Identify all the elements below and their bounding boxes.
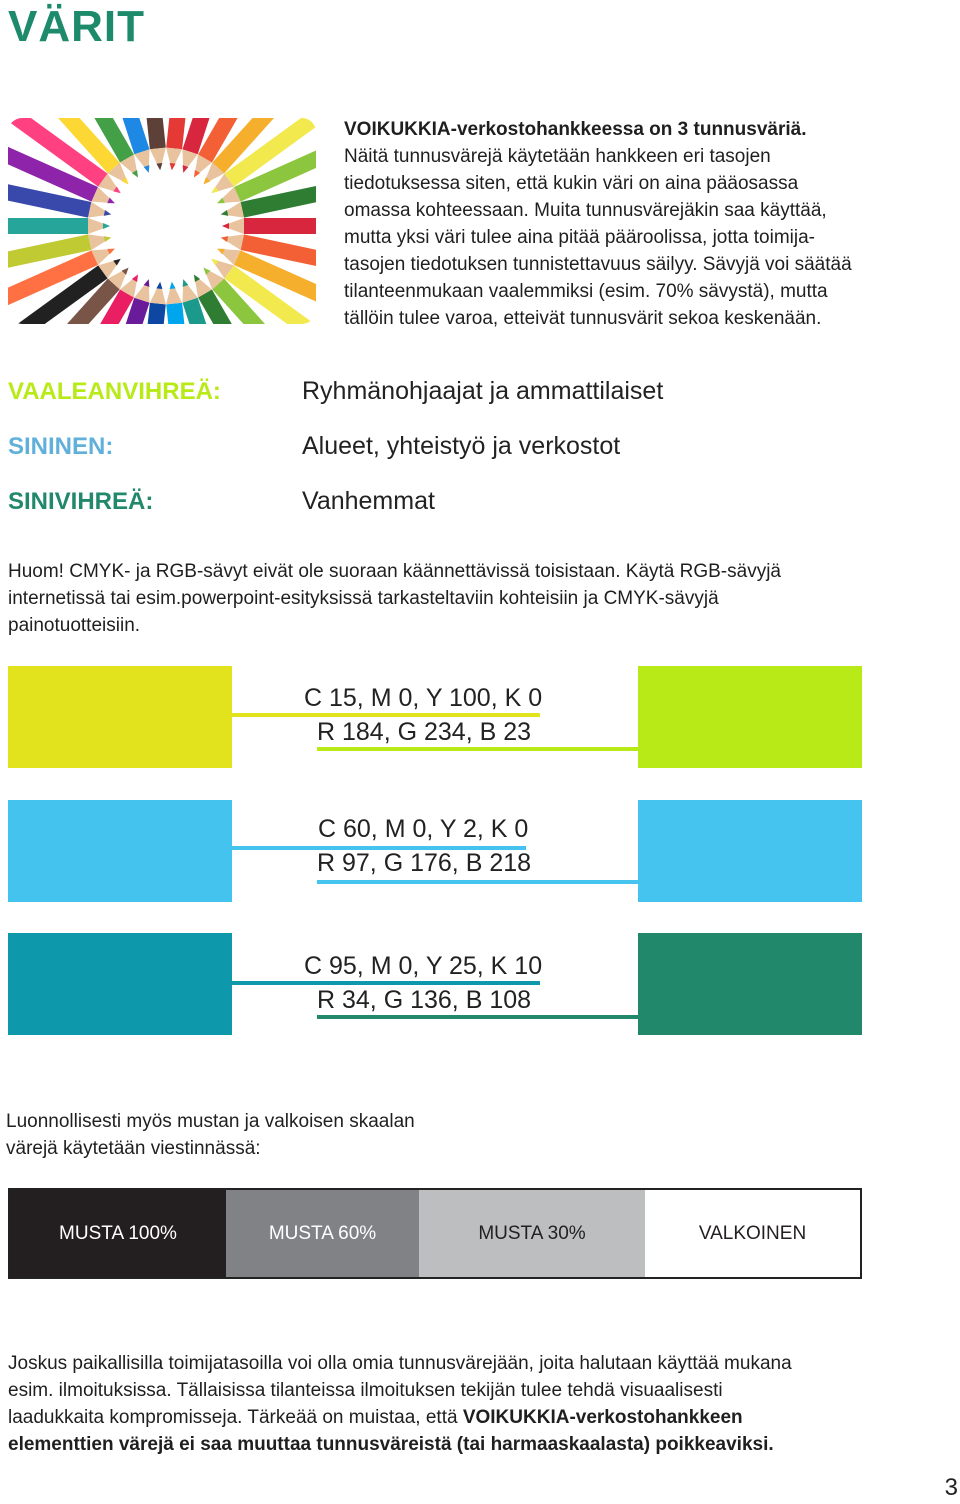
cmyk-underline	[232, 713, 540, 717]
rgb-code: R 34, G 136, B 108	[317, 986, 532, 1014]
pencil-wood	[88, 202, 113, 222]
footer-line: Joskus paikallisilla toimijatasoilla voi olla omia tunnusvärejään, joita halutaan käyttää mukana	[8, 1353, 792, 1374]
intro-line: tiedotuksessa siten, että kukin väri on aina pääosassa	[344, 173, 799, 194]
rgb-underline	[317, 747, 638, 751]
intro-line: omassa kohteessaan. Muita tunnusvärejäkin saa käyttää,	[344, 200, 827, 221]
page-title: VÄRIT	[8, 2, 145, 51]
intro-line: mutta yksi väri tulee aina pitää pääroolissa, jotta toimija-	[344, 227, 816, 248]
rgb-code: R 97, G 176, B 218	[317, 849, 532, 877]
greyscale-intro-line: Luonnollisesti myös mustan ja valkoisen skaalan	[6, 1111, 415, 1132]
greyscale-swatch-white: VALKOINEN	[645, 1190, 860, 1277]
footer-line	[8, 1404, 908, 1431]
pencil-tip	[169, 281, 176, 289]
pencil-tip	[103, 223, 110, 229]
greyscale-swatch-black-100: MUSTA 100%	[10, 1190, 226, 1277]
pencil-shape	[222, 218, 316, 234]
footer-paragraph	[8, 1350, 908, 1458]
note-line: Huom! CMYK- ja RGB-sävyt eivät ole suoraan käännettävissä toisistaan. Käytä RGB-sävyjä	[8, 561, 781, 582]
pencil-wood	[219, 230, 244, 250]
intro-line: Näitä tunnusvärejä käytetään hankkeen eri tasojen	[344, 146, 771, 167]
intro-bold-line: VOIKUKKIA-verkostohankkeessa on 3 tunnusväriä.	[344, 119, 807, 140]
pencil-tip	[220, 210, 228, 217]
footer-line: esim. ilmoituksissa. Tällaisissa tilanteissa ilmoituksen tekijän tulee tehdä visuaalisesti	[8, 1380, 723, 1401]
rgb-underline	[317, 1015, 638, 1019]
note-line: internetissä tai esim.powerpoint-esityksissä tarkasteltaviin kohteisiin ja CMYK-sävyjä	[8, 588, 719, 609]
intro-paragraph	[344, 116, 914, 332]
page-number: 3	[944, 1474, 958, 1501]
cmyk-swatch-blue	[8, 800, 232, 902]
pencil-wood	[88, 230, 113, 250]
cmyk-underline	[232, 981, 540, 985]
pencil-wood	[219, 202, 244, 222]
intro-line: tasojen tiedotuksen tunnistettavuus säilyy. Sävyjä voi säätää	[344, 254, 852, 275]
category-description: Vanhemmat	[302, 487, 435, 515]
rgb-swatch-blue	[638, 800, 862, 902]
cmyk-swatch-yellow-green	[8, 666, 232, 768]
pencil-tip	[156, 281, 163, 289]
pencil-tip	[169, 163, 176, 171]
footer-emphasis: VOIKUKKIA-verkostohankkeen	[462, 1407, 743, 1428]
greyscale-intro-line: värejä käytetään viestinnässä:	[6, 1138, 261, 1159]
cmyk-code: C 60, M 0, Y 2, K 0	[318, 815, 529, 843]
rgb-underline	[317, 880, 638, 884]
pencil-tip	[222, 223, 229, 229]
colored-pencils-image	[8, 118, 316, 324]
category-label-blue: SININEN:	[8, 433, 114, 460]
pencil-shape	[8, 218, 110, 234]
rgb-swatch-light-green	[638, 666, 862, 768]
cmyk-code: C 95, M 0, Y 25, K 10	[304, 952, 543, 980]
greyscale-bar	[8, 1188, 862, 1279]
pencil-tip	[220, 235, 228, 242]
footer-text: laadukkaita kompromisseja. Tärkeää on muistaa, että	[8, 1407, 463, 1428]
cmyk-swatch-teal	[8, 933, 232, 1035]
note-paragraph	[8, 558, 908, 639]
pencil-tip	[104, 210, 112, 217]
category-description: Ryhmänohjaajat ja ammattilaiset	[302, 377, 664, 405]
pencil-tip	[156, 163, 163, 171]
rgb-swatch-teal	[638, 933, 862, 1035]
pencil-tip	[104, 235, 112, 242]
intro-line: tällöin tulee varoa, etteivät tunnusvärit sekoa keskenään.	[344, 308, 822, 329]
note-line: painotuotteisiin.	[8, 615, 141, 636]
pencil-body	[244, 218, 316, 234]
category-label-teal: SINIVIHREÄ:	[8, 488, 154, 515]
category-label-light-green: VAALEANVIHREÄ:	[8, 378, 221, 405]
rgb-code: R 184, G 234, B 23	[317, 718, 532, 746]
footer-emphasis-line: elementtien värejä ei saa muuttaa tunnusväreistä (tai harmaaskaalasta) poikkeaviksi.	[8, 1434, 774, 1455]
category-description: Alueet, yhteistyö ja verkostot	[302, 432, 621, 460]
greyscale-swatch-black-30: MUSTA 30%	[419, 1190, 645, 1277]
greyscale-swatch-black-60: MUSTA 60%	[226, 1190, 419, 1277]
greyscale-intro	[6, 1108, 506, 1162]
pencil-body	[8, 218, 88, 234]
intro-line: tilanteenmukaan vaalemmiksi (esim. 70% sävystä), mutta	[344, 281, 828, 302]
cmyk-code: C 15, M 0, Y 100, K 0	[304, 684, 543, 712]
